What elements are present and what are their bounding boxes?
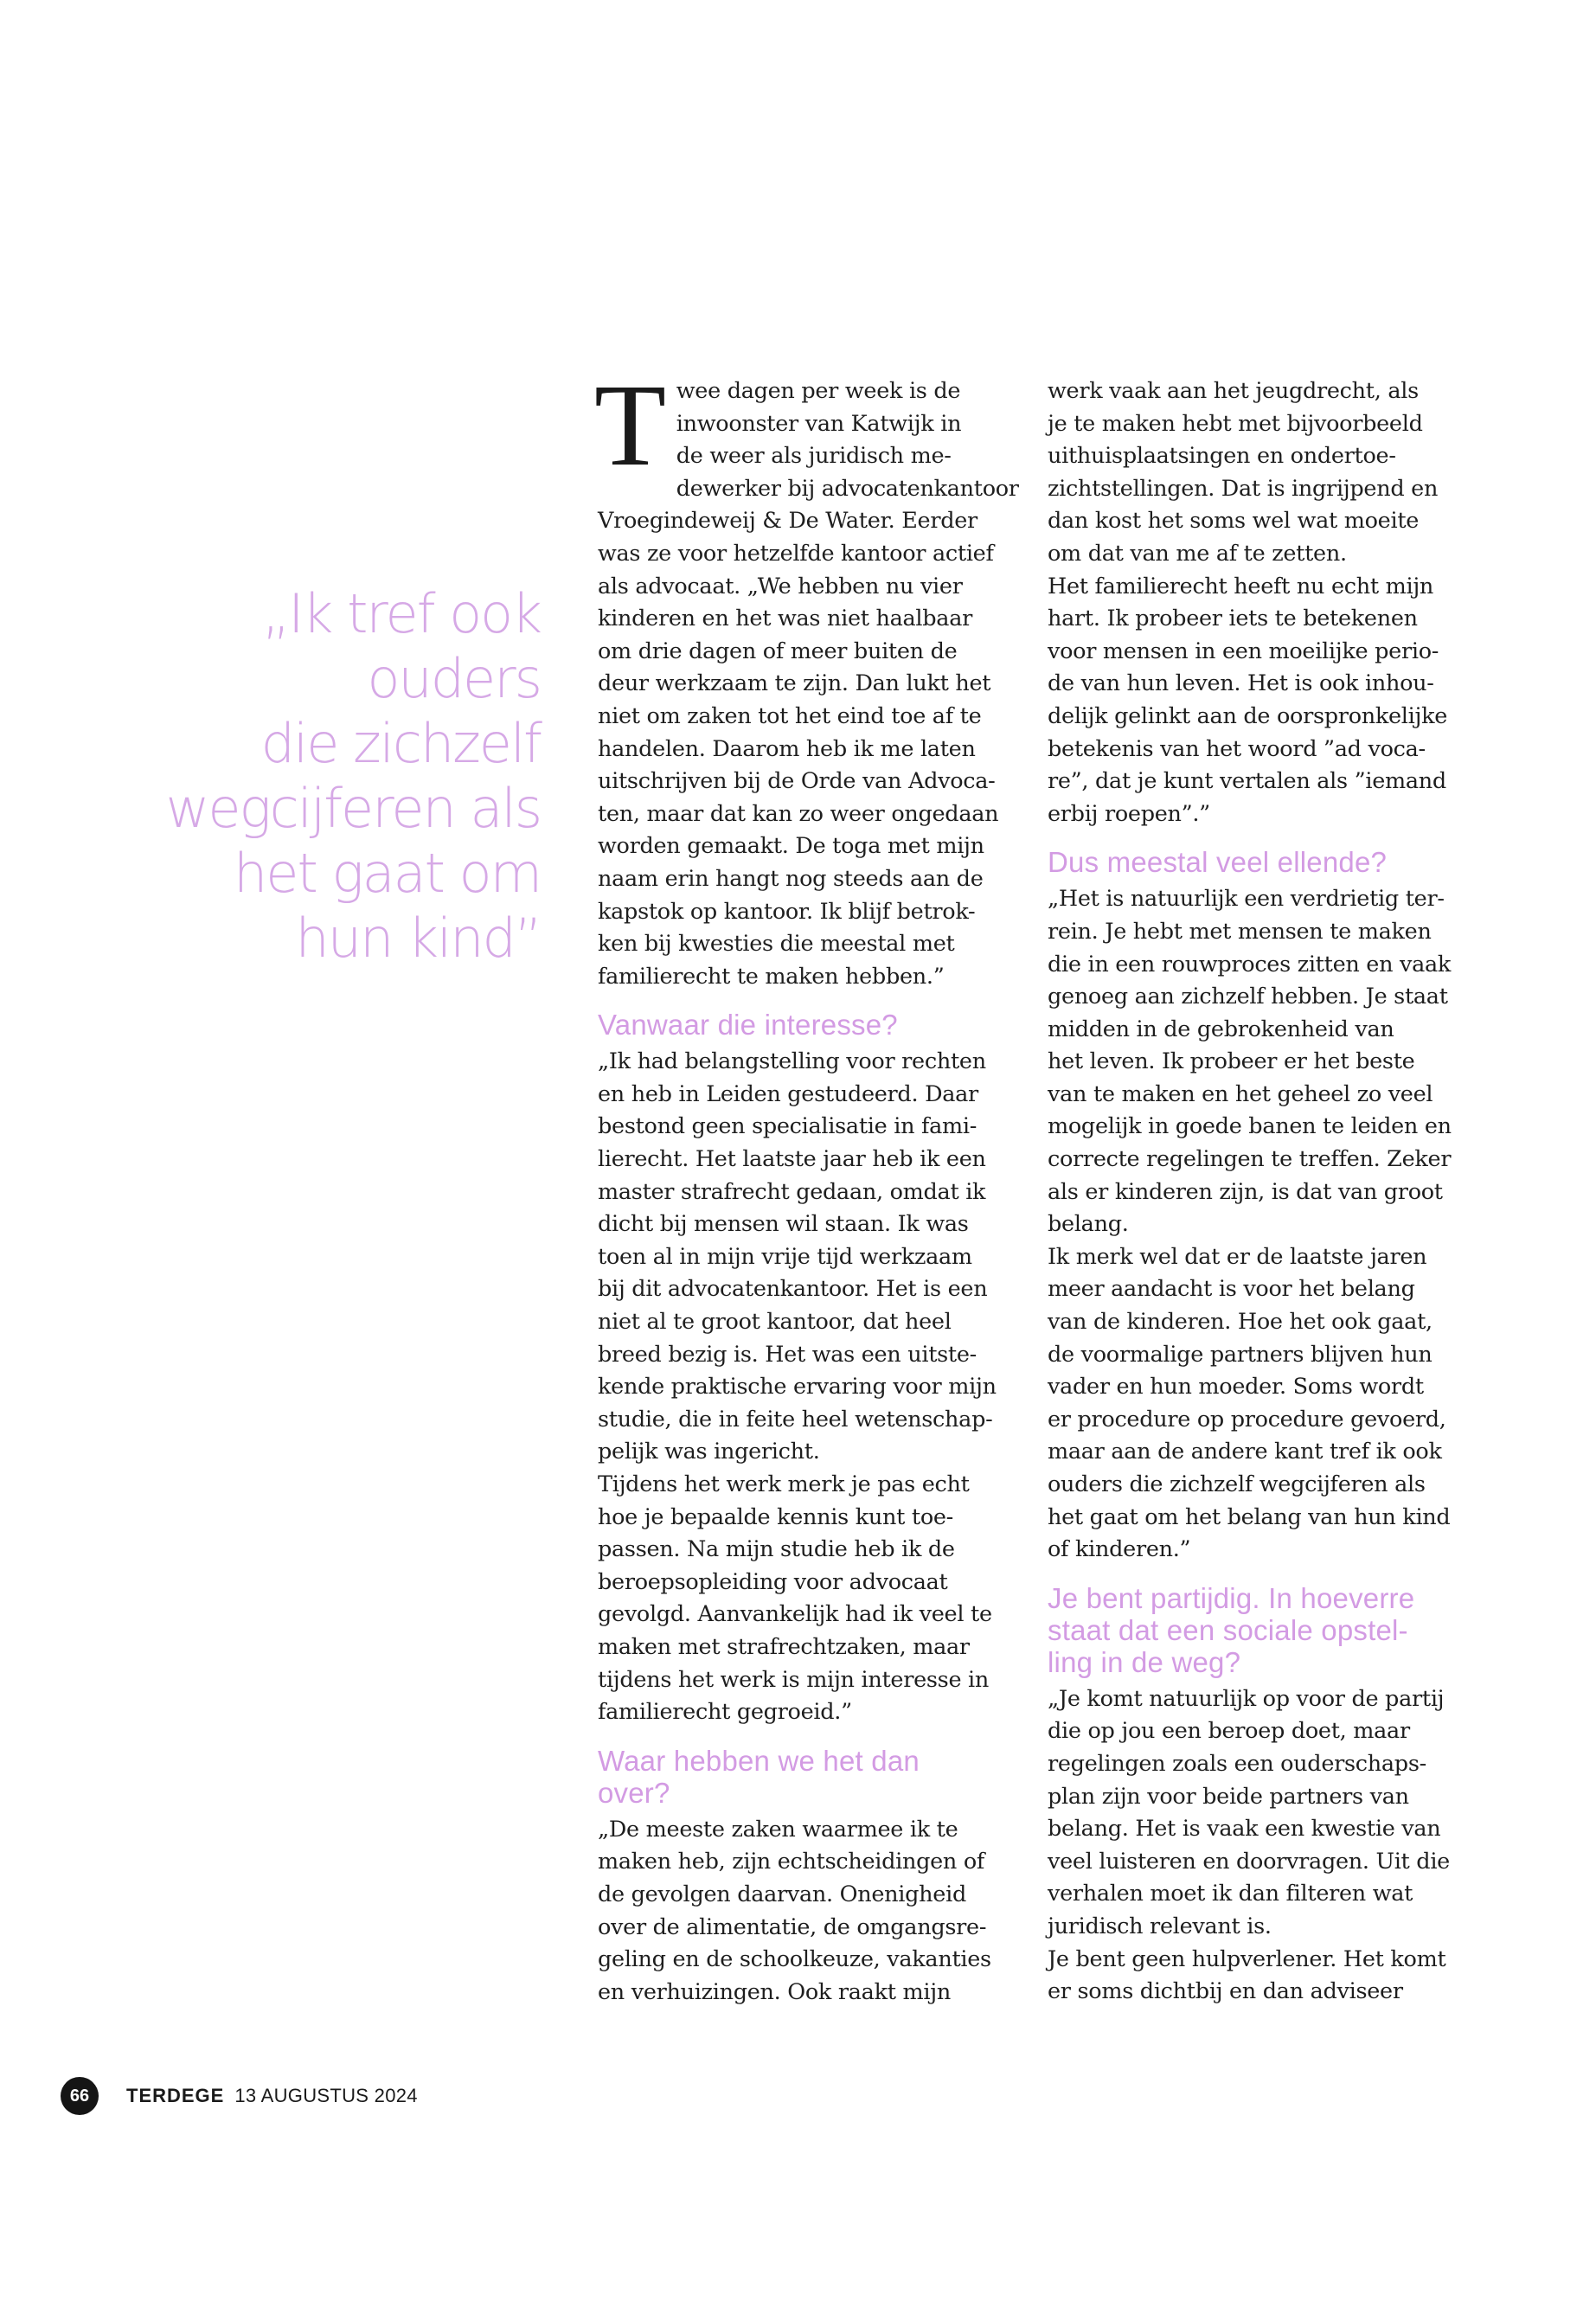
text-line: maar aan de andere kant tref ik ook	[1048, 1439, 1442, 1465]
text-line: zichtstellingen. Dat is ingrijpend en	[1048, 475, 1439, 502]
text-line: staat dat een sociale opstel-	[1048, 1613, 1408, 1646]
drop-cap: T	[594, 361, 666, 490]
question-heading	[598, 1009, 1030, 1041]
text-line: gevolgd. Aanvankelijk had ik veel te	[598, 1601, 992, 1628]
text-line: handelen. Daarom heb ik me laten	[598, 735, 976, 762]
text-line: de voormalige partners blijven hun	[1048, 1341, 1433, 1368]
text-line: belang.	[1048, 1211, 1129, 1238]
text-line: Ik merk wel dat er de laatste jaren	[1048, 1243, 1427, 1270]
text-line: van de kinderen. Hoe het ook gaat,	[1048, 1309, 1433, 1336]
text-line: bestond geen specialisatie in fami-	[598, 1113, 977, 1140]
pull-quote	[130, 581, 541, 971]
text-line: „Het is natuurlijk een verdrietig ter-	[1048, 886, 1445, 913]
text-line: correcte regelingen te treffen. Zeker	[1048, 1146, 1452, 1173]
text-line: het leven. Ik probeer er het beste	[1048, 1048, 1415, 1075]
text-line: worden gemaakt. De toga met mijn	[598, 833, 984, 860]
text-line: maken heb, zijn echtscheidingen of	[598, 1849, 985, 1875]
text-line: de van hun leven. Het is ook inhou-	[1048, 670, 1434, 697]
question-heading	[598, 1745, 1030, 1809]
text-line: de gevolgen daarvan. Onenigheid	[598, 1881, 966, 1907]
text-line: als er kinderen zijn, is dat van groot	[1048, 1178, 1443, 1205]
text-line: was ze voor hetzelfde kantoor actief	[598, 540, 994, 567]
text-line: midden in de gebrokenheid van	[1048, 1016, 1394, 1042]
text-line: dan kost het soms wel wat moeite	[1048, 508, 1420, 535]
text-line: niet om zaken tot het eind toe af te	[598, 702, 982, 729]
continued-paragraph	[1048, 375, 1480, 830]
text-line: lierecht. Het laatste jaar heb ik een	[598, 1146, 986, 1173]
pull-quote-line: ouders	[367, 647, 541, 710]
text-line: er procedure op procedure gevoerd,	[1048, 1406, 1446, 1433]
text-line: delijk gelinkt aan de oorspronkelijke	[1048, 702, 1448, 729]
article-column-left	[594, 361, 1030, 2009]
text-line: pelijk was ingericht.	[598, 1439, 820, 1465]
text-line: beroepsopleiding voor advocaat	[598, 1568, 948, 1595]
text-line: Het familierecht heeft nu echt mijn	[1048, 573, 1434, 599]
page-number: 66	[61, 2077, 99, 2115]
text-line: die op jou een beroep doet, maar	[1048, 1718, 1410, 1745]
text-line: master strafrecht gedaan, omdat ik	[598, 1178, 986, 1205]
text-line: kapstok op kantoor. Ik blijf betrok-	[598, 898, 976, 925]
question-heading	[1048, 1582, 1480, 1678]
text-line: tijdens het werk is mijn interesse in	[598, 1666, 990, 1693]
text-line: je te maken hebt met bijvoorbeeld	[1048, 410, 1423, 437]
text-line: genoeg aan zichzelf hebben. Je staat	[1048, 984, 1448, 1010]
text-line: dewerker bij advocatenkantoor	[676, 475, 1019, 502]
answer-paragraph	[1048, 883, 1480, 1566]
text-line: „Je komt natuurlijk op voor de partij	[1048, 1685, 1445, 1712]
text-line: erbij roepen”.”	[1048, 800, 1210, 827]
answer-paragraph	[598, 1814, 1030, 2009]
text-line: regelingen zoals een ouderschaps-	[1048, 1750, 1426, 1777]
text-line: en heb in Leiden gestudeerd. Daar	[598, 1080, 978, 1107]
text-line: voor mensen in een moeilijke perio-	[1048, 638, 1439, 664]
text-line: juridisch relevant is.	[1048, 1913, 1272, 1939]
text-line: Je bent partijdig. In hoeverre	[1048, 1581, 1415, 1614]
text-line: verhalen moet ik dan filteren wat	[1048, 1881, 1413, 1907]
magazine-name: TERDEGE	[126, 2085, 225, 2106]
text-line: Je bent geen hulpverlener. Het komt	[1048, 1945, 1446, 1972]
text-line: familierecht te maken hebben.”	[598, 963, 945, 990]
text-line: betekenis van het woord ”ad voca-	[1048, 735, 1426, 762]
text-line: re”, dat je kunt vertalen als ”iemand	[1048, 768, 1446, 795]
pull-quote-line: hun kind”	[295, 907, 541, 970]
question-heading	[1048, 846, 1480, 878]
text-line: meer aandacht is voor het belang	[1048, 1276, 1415, 1303]
text-line: naam erin hangt nog steeds aan de	[598, 865, 984, 892]
text-line: of kinderen.”	[1048, 1536, 1191, 1563]
text-line: maken met strafrechtzaken, maar	[598, 1633, 970, 1660]
pull-quote-line: het gaat om	[234, 842, 541, 905]
text-line: werk vaak aan het jeugdrecht, als	[1048, 378, 1419, 404]
answer-paragraph	[1048, 1683, 1480, 2009]
text-line: inwoonster van Katwijk in	[676, 410, 962, 437]
text-line: om dat van me af te zetten.	[1048, 540, 1347, 567]
text-line: wee dagen per week is de	[676, 378, 961, 404]
text-line: over de alimentatie, de omgangsre-	[598, 1913, 987, 1940]
text-line: breed bezig is. Het was een uitste-	[598, 1341, 977, 1368]
text-line: Dus meestal veel ellende?	[1048, 846, 1388, 879]
text-line: uithuisplaatsingen en ondertoe-	[1048, 443, 1396, 470]
text-line: niet al te groot kantoor, dat heel	[598, 1309, 952, 1336]
text-line: hart. Ik probeer iets te betekenen	[1048, 606, 1418, 632]
text-line: rein. Je hebt met mensen te maken	[1048, 918, 1432, 945]
text-line: om drie dagen of meer buiten de	[598, 638, 958, 664]
pull-quote-line: die zichzelf	[260, 712, 541, 775]
text-line: kinderen en het was niet haalbaar	[598, 606, 972, 632]
text-line: geling en de schoolkeuze, vakanties	[598, 1946, 991, 1973]
text-line: mogelijk in goede banen te leiden en	[1048, 1113, 1452, 1140]
text-line: dicht bij mensen wil staan. Ik was	[598, 1211, 969, 1238]
text-line: ling in de weg?	[1048, 1645, 1241, 1678]
text-line: ouders die zichzelf wegcijferen als	[1048, 1471, 1426, 1497]
text-line: „Ik had belangstelling voor rechten	[598, 1048, 986, 1075]
text-line: uitschrijven bij de Orde van Advoca-	[598, 768, 996, 795]
text-line: Vroegindeweij & De Water. Eerder	[598, 508, 977, 535]
text-line: familierecht gegroeid.”	[598, 1699, 852, 1726]
text-line: Vanwaar die interesse?	[598, 1009, 898, 1042]
issue-date: 13 AUGUSTUS 2024	[234, 2085, 418, 2106]
text-line: de weer als juridisch me-	[676, 443, 952, 470]
pull-quote-line: wegcijferen als	[165, 777, 541, 840]
text-line: Tijdens het werk merk je pas echt	[598, 1471, 970, 1497]
text-line: studie, die in feite heel wetenschap-	[598, 1406, 993, 1433]
text-line: ken bij kwesties die meestal met	[598, 931, 955, 958]
text-line: kende praktische ervaring voor mijn	[598, 1374, 997, 1400]
text-line: en verhuizingen. Ook raakt mijn	[598, 1978, 951, 2005]
text-line: deur werkzaam te zijn. Dan lukt het	[598, 670, 991, 697]
answer-paragraph	[598, 1046, 1030, 1728]
text-line: hoe je bepaalde kennis kunt toe-	[598, 1503, 953, 1530]
article-column-right	[1048, 375, 1480, 2009]
text-line: ten, maar dat kan zo weer ongedaan	[598, 800, 999, 827]
text-line: toen al in mijn vrije tijd werkzaam	[598, 1243, 972, 1270]
text-line: er soms dichtbij en dan adviseer	[1048, 1978, 1403, 2005]
text-line: die in een rouwproces zitten en vaak	[1048, 951, 1452, 977]
text-line: „De meeste zaken waarmee ik te	[598, 1816, 958, 1843]
intro-paragraph	[594, 361, 1030, 993]
text-line: als advocaat. „We hebben nu vier	[598, 573, 963, 599]
text-line: bij dit advocatenkantoor. Het is een	[598, 1276, 988, 1303]
text-line: het gaat om het belang van hun kind	[1048, 1503, 1451, 1530]
text-line: passen. Na mijn studie heb ik de	[598, 1536, 955, 1563]
text-line: van te maken en het geheel zo veel	[1048, 1080, 1433, 1107]
page-footer	[61, 2076, 418, 2116]
text-line: over?	[598, 1776, 670, 1809]
text-line: vader en hun moeder. Soms wordt	[1048, 1374, 1424, 1400]
text-line: plan zijn voor beide partners van	[1048, 1783, 1409, 1810]
text-line: veel luisteren en doorvragen. Uit die	[1048, 1848, 1450, 1875]
text-line: belang. Het is vaak een kwestie van	[1048, 1816, 1441, 1843]
text-line: Waar hebben we het dan	[598, 1744, 920, 1777]
pull-quote-line: „Ik tref ook	[262, 582, 541, 645]
